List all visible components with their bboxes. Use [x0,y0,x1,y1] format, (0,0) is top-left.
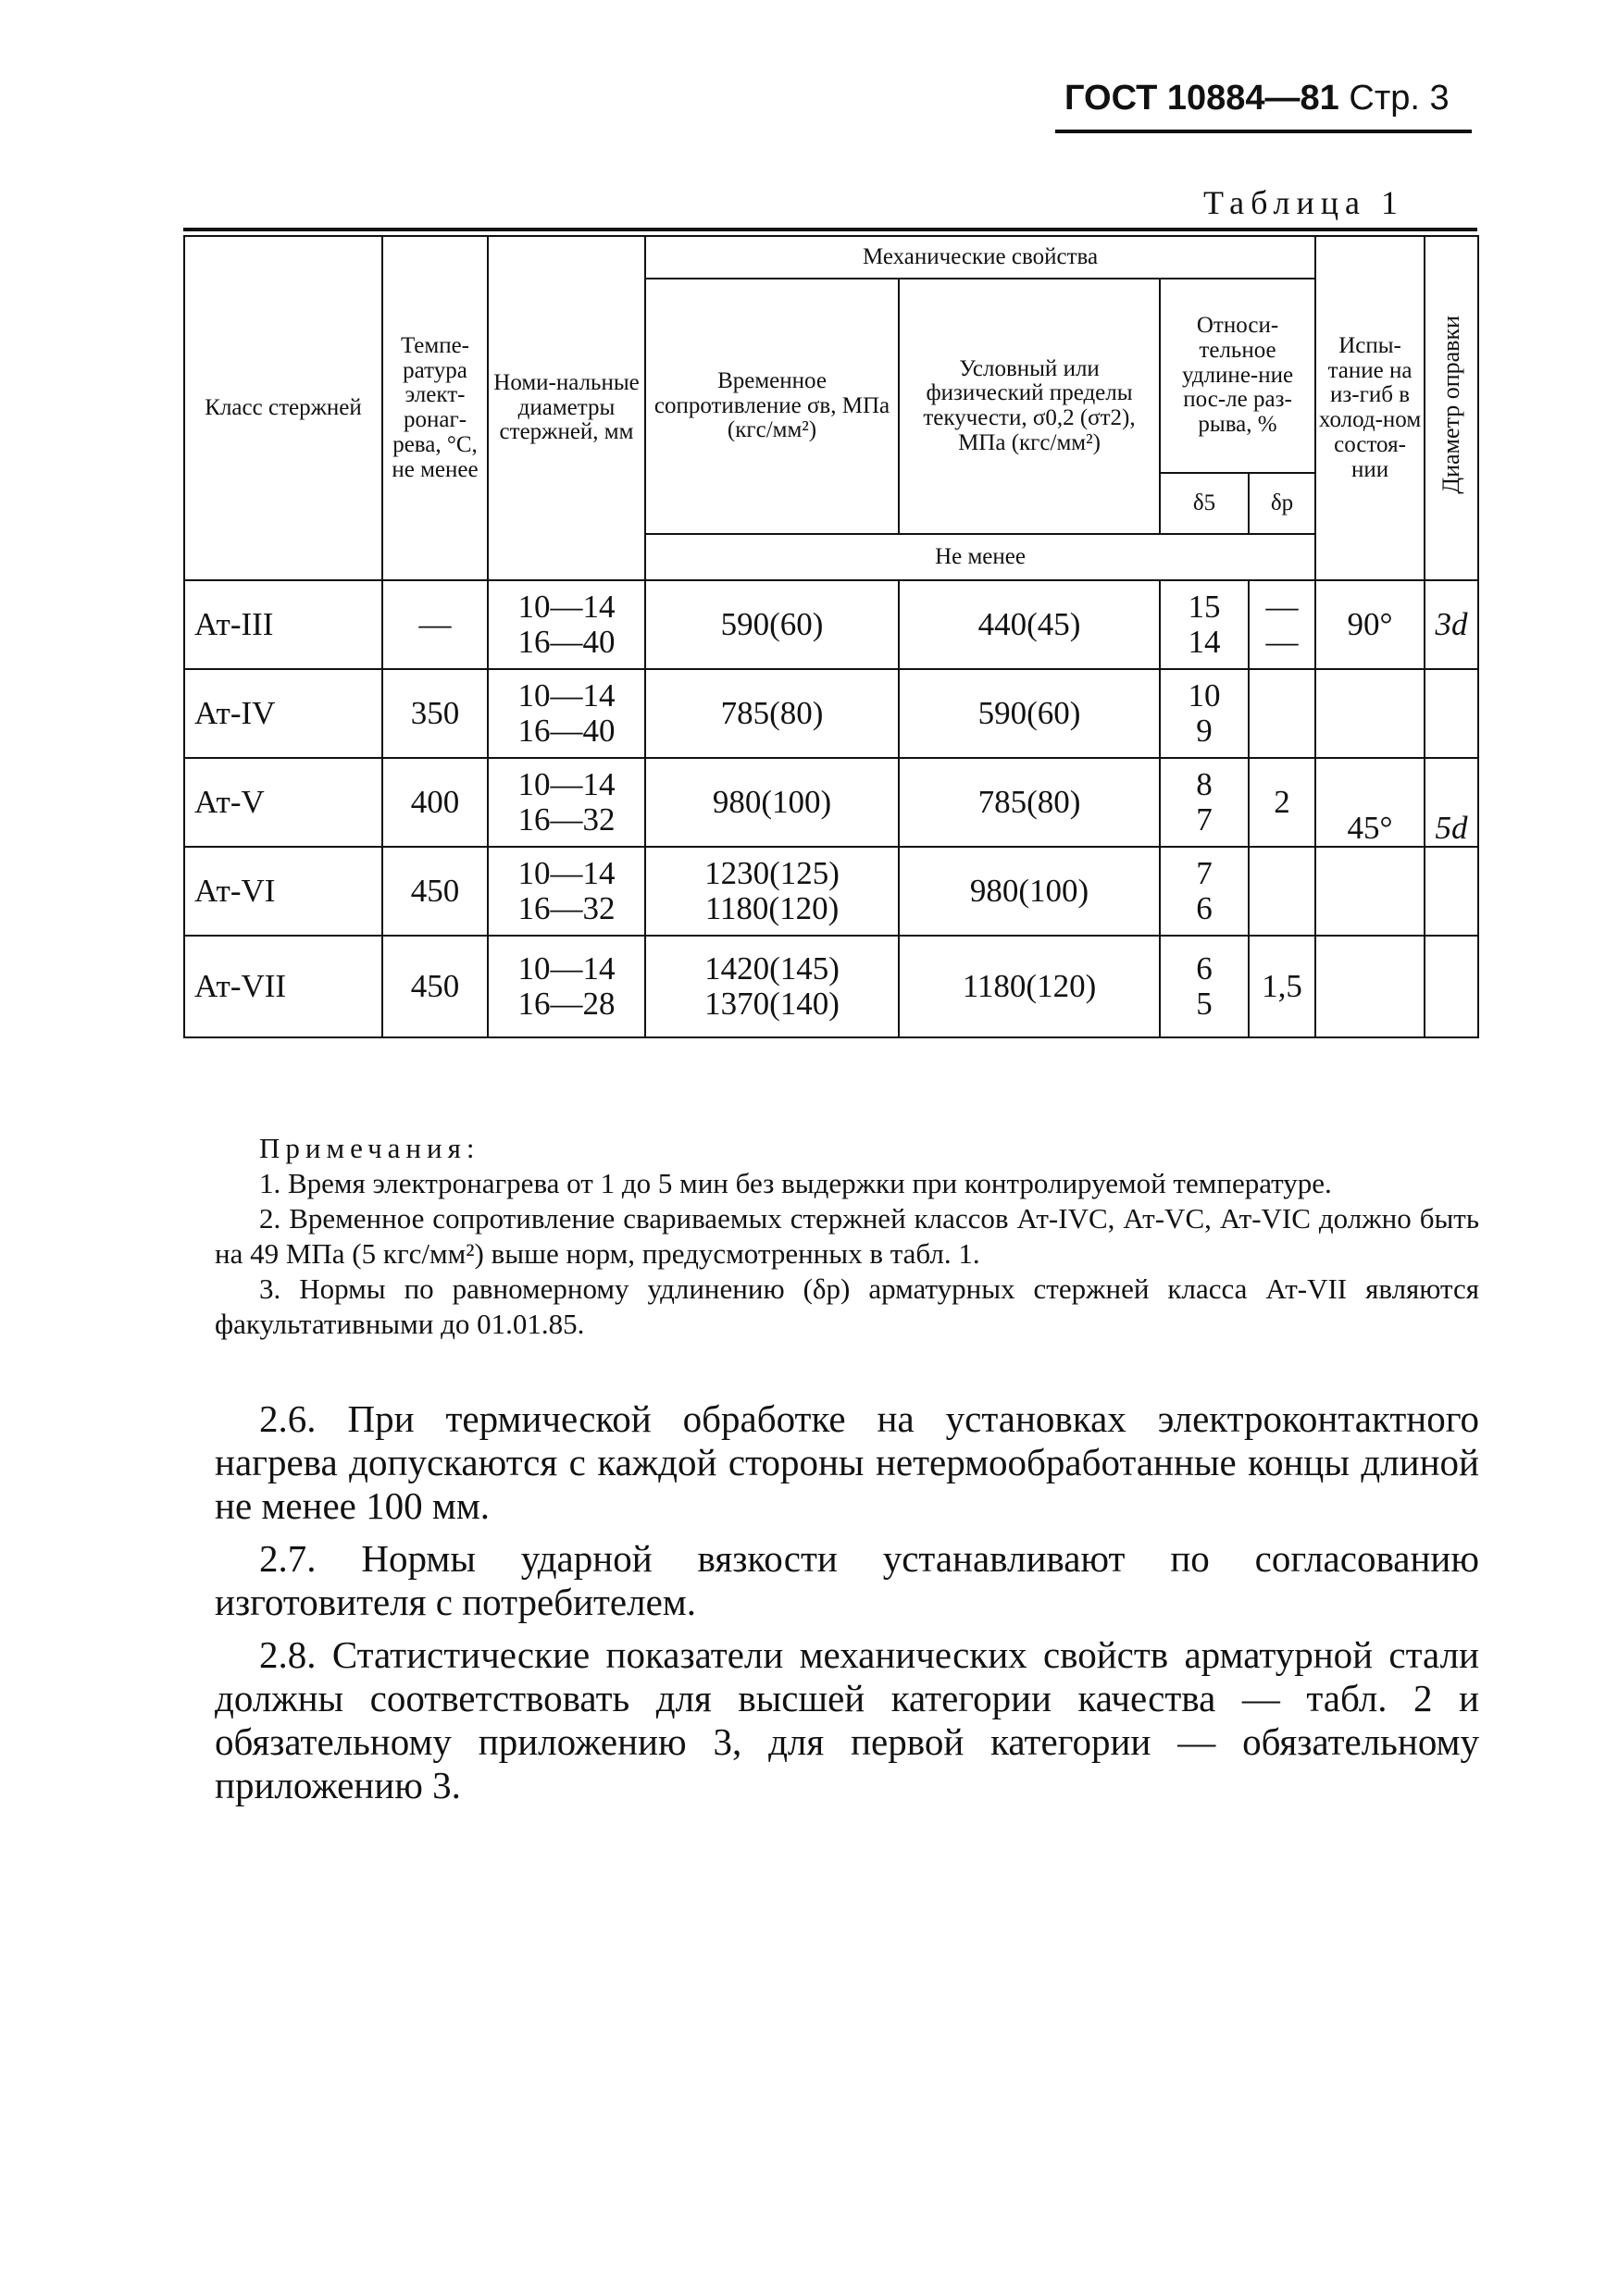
row-mandrel [1425,847,1478,936]
row-yield: 785(80) [899,758,1160,847]
row-d5: 10 9 [1160,669,1249,758]
note-3: 3. Нормы по равномерному удлинению (δр) арматурных стержней класса Ат-VII являются факультативными до 01.01.85. [215,1272,1479,1340]
row-temp: 350 [382,669,488,758]
row-tensile: 1420(145) 1370(140) [645,936,899,1037]
main-text [215,1397,1479,1817]
gost-number: ГОСТ 10884—81 [1064,79,1339,118]
header-diameter: Номи-нальные диаметры стержней, мм [488,236,645,580]
row-yield: 980(100) [899,847,1160,936]
row-bend: 45° [1315,758,1425,847]
row-temp: 450 [382,936,488,1037]
row-temp: — [382,580,488,669]
row-yield: 1180(120) [899,936,1160,1037]
header-mech-group: Механические свойства [645,236,1315,279]
notes-title: Примечания: [259,1132,480,1164]
row-tensile: 1230(125) 1180(120) [645,847,899,936]
table-row [184,758,1478,847]
row-d5: 6 5 [1160,936,1249,1037]
row-class: Ат-V [184,758,382,847]
header-dp: δр [1249,473,1315,534]
header-elongation: Относи-тельное удлине-ние пос-ле раз-рыва, % [1160,279,1315,473]
row-bend: 90° [1315,580,1425,669]
table-row [184,936,1478,1037]
table-row [184,669,1478,758]
row-diameters: 10—14 16—40 [488,669,645,758]
header-yield: Условный или физический пределы текучести, σ0,2 (σт2), МПа (кгс/мм²) [899,279,1160,534]
notes [215,1131,1479,1342]
row-temp: 400 [382,758,488,847]
row-dp: 1,5 [1249,936,1315,1037]
header-rule [1055,130,1472,133]
row-yield: 590(60) [899,669,1160,758]
row-d5: 8 7 [1160,758,1249,847]
header-temperature: Темпе-ратура элект-ронаг-рева, °С, не менее [382,236,488,580]
header-mandrel-label: Диаметр оправки [1438,316,1465,494]
row-class: Ат-VII [184,936,382,1037]
paragraph-2-6: 2.6. При термической обработке на установках электроконтактного нагрева допускаются с каждой стороны нетермообработанные концы длиной не менее 100 мм. [215,1397,1479,1527]
row-bend [1315,847,1425,936]
row-diameters: 10—14 16—40 [488,580,645,669]
row-yield: 440(45) [899,580,1160,669]
row-diameters: 10—14 16—28 [488,936,645,1037]
row-temp: 450 [382,847,488,936]
row-dp: 2 [1249,758,1315,847]
header-d5: δ5 [1160,473,1249,534]
note-1: 1. Время электронагрева от 1 до 5 мин без выдержки при контролируемой температуре. [259,1167,1332,1199]
table-row [184,580,1478,669]
paragraph-2-7: 2.7. Нормы ударной вязкости устанавливают по согласованию изготовителя с потребителем. [215,1537,1479,1623]
row-bend [1315,936,1425,1037]
paragraph-2-8: 2.8. Статистические показатели механических свойств арматурной стали должны соответствовать для высшей категории качества — табл. 2 и обязательному приложению 3, для первой категории — обязательному приложению 3. [215,1633,1479,1806]
row-d5: 15 14 [1160,580,1249,669]
table-caption: Таблица 1 [1203,184,1404,221]
page-header [1064,79,1464,118]
row-dp: — — [1249,580,1315,669]
row-mandrel [1425,669,1478,758]
header-class: Класс стержней [184,236,382,580]
row-class: Ат-III [184,580,382,669]
row-class: Ат-IV [184,669,382,758]
row-d5: 7 6 [1160,847,1249,936]
header-not-less: Не менее [645,534,1315,580]
header-tensile: Временное сопротивление σв, МПа (кгс/мм²) [645,279,899,534]
row-dp [1249,847,1315,936]
row-class: Ат-VI [184,847,382,936]
row-tensile: 980(100) [645,758,899,847]
row-dp [1249,669,1315,758]
header-mandrel [1425,236,1478,580]
table-top-rule [183,228,1477,231]
row-bend [1315,669,1425,758]
mechanical-properties-table [183,235,1479,1038]
row-mandrel [1425,936,1478,1037]
row-mandrel: 5d [1425,758,1478,847]
page-number: Стр. 3 [1349,79,1450,118]
row-mandrel: 3d [1425,580,1478,669]
header-bend-test: Испы-тание на из-гиб в холод-ном состоя-нии [1315,236,1425,580]
row-tensile: 590(60) [645,580,899,669]
table-row [184,847,1478,936]
row-diameters: 10—14 16—32 [488,758,645,847]
row-tensile: 785(80) [645,669,899,758]
note-2: 2. Временное сопротивление свариваемых стержней классов Ат-IVC, Ат-VC, Ат-VIC должно быть на 49 МПа (5 кгс/мм²) выше норм, предусмотренных в табл. 1. [215,1202,1479,1270]
row-diameters: 10—14 16—32 [488,847,645,936]
